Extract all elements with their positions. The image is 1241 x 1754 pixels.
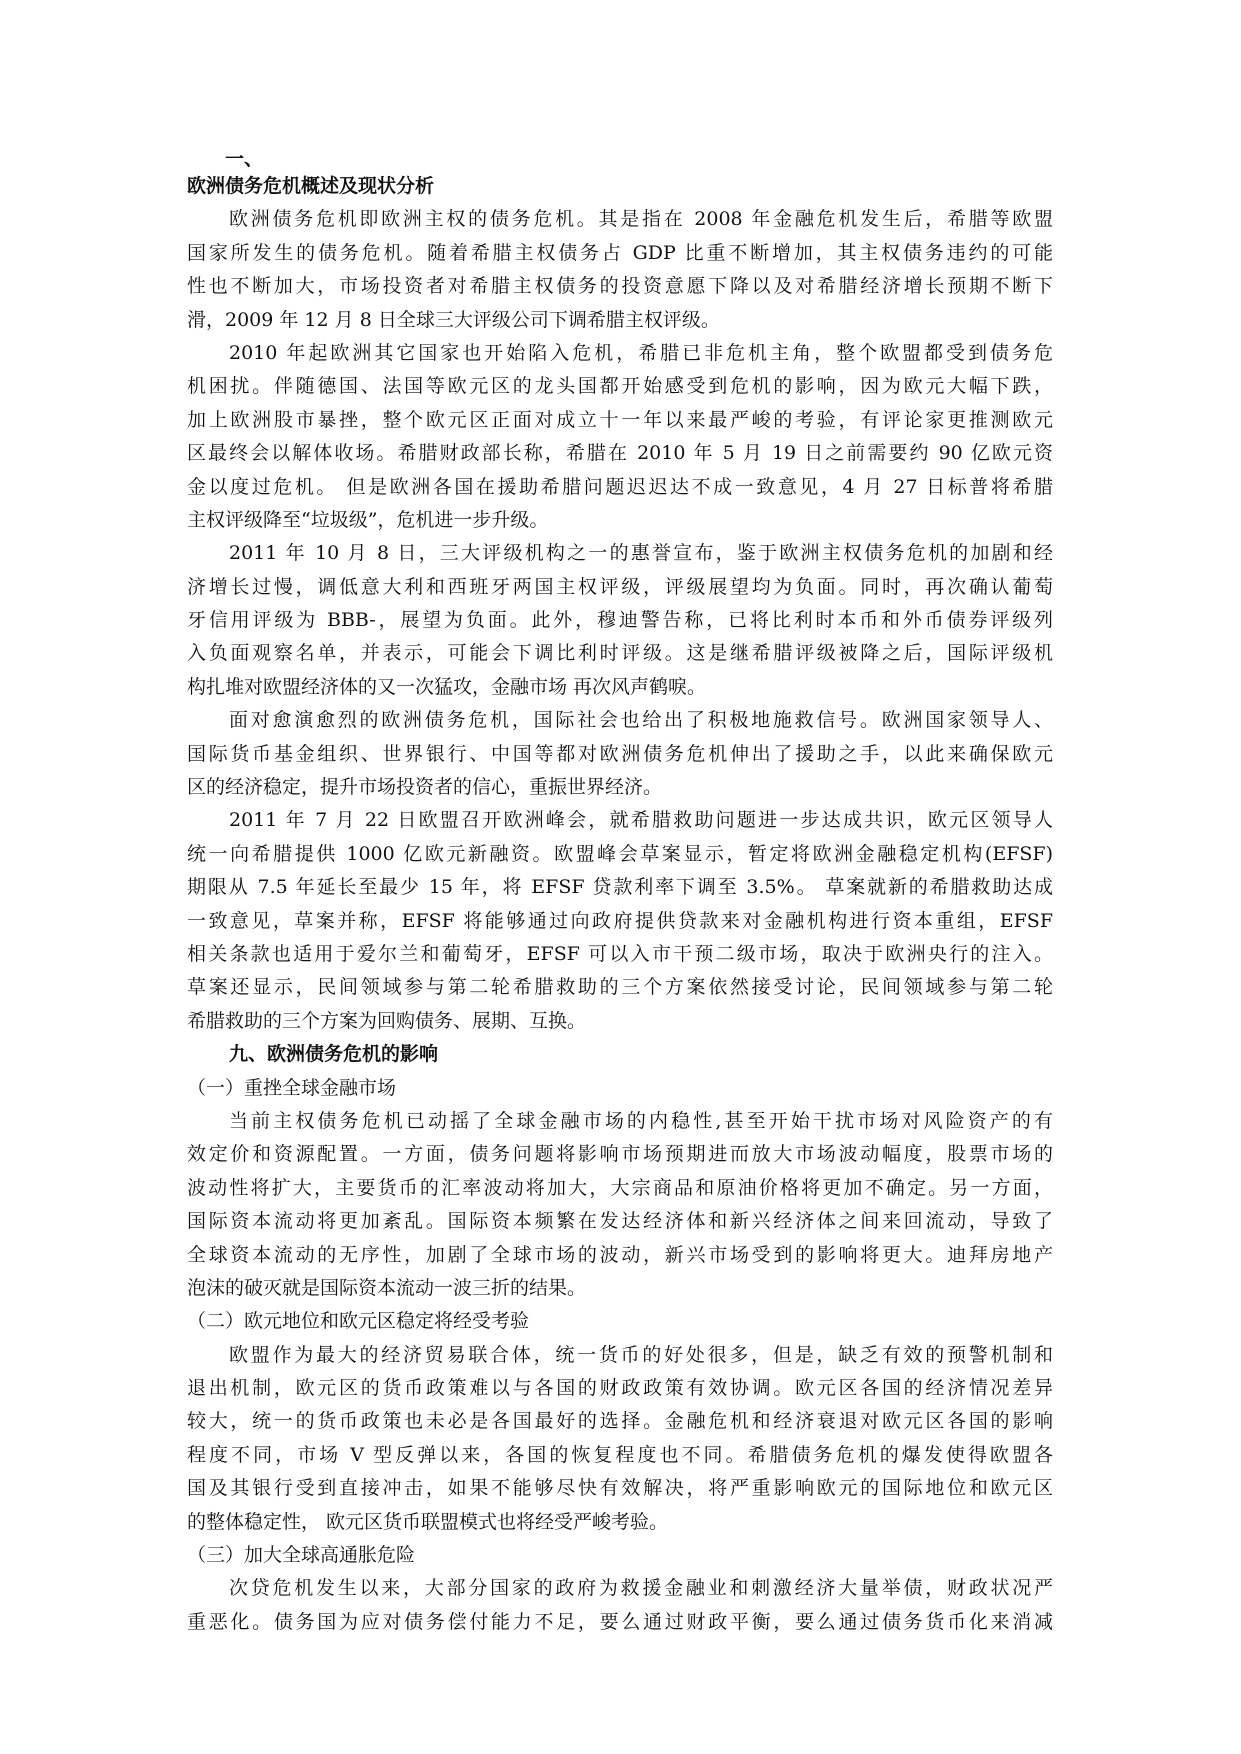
text-line: 区最终会以解体收场。希腊财政部长称，希腊在 2010 年 5 月 19 日之前需要约 90 亿欧元资 (187, 442, 1053, 465)
text-line: 国家所发生的债务危机。随着希腊主权债务占 GDP 比重不断增加，其主权债务违约的可能 (187, 241, 1053, 264)
text-line: 主权评级降至“垃圾级”，危机进一步升级。 (187, 508, 549, 531)
text-line: 构扎堆对欧盟经济体的又一次猛攻，金融市场 再次风声鹤唳。 (187, 675, 707, 698)
text-line: 金以度过危机。 但是欧洲各国在援助希腊问题迟迟达不成一致意见，4 月 27 日标普将希腊 (187, 475, 1053, 498)
paragraph-5 (187, 804, 1053, 1038)
document-page (187, 148, 1053, 1639)
text-line: 面对愈演愈烈的欧洲债务危机，国际社会也给出了积极地施救信号。欧洲国家领导人、 (229, 709, 1053, 732)
text-line: 草案还显示，民间领域参与第二轮希腊救助的三个方案依然接受讨论，民间领域参与第二轮 (187, 976, 1053, 999)
text-line: 程度不同，市场 V 型反弹以来，各国的恢复程度也不同。希腊债务危机的爆发使得欧盟各 (187, 1443, 1053, 1466)
text-line: 泡沫的破灭就是国际资本流动一波三折的结果。 (187, 1276, 587, 1299)
text-line: 欧洲债务危机即欧洲主权的债务危机。其是指在 2008 年金融危机发生后，希腊等欧盟 (229, 208, 1053, 231)
text-line: 2010 年起欧洲其它国家也开始陷入危机，希腊已非危机主角，整个欧盟都受到债务危 (229, 341, 1053, 364)
heading-title: 欧洲债务危机概述及现状分析 (187, 175, 435, 197)
text-line: 2011 年 10 月 8 日，三大评级机构之一的惠誉宣布，鉴于欧洲主权债务危机的加剧和经 (229, 542, 1053, 565)
subsection-1-body (187, 1105, 1053, 1305)
paragraph-4 (187, 704, 1053, 804)
text-line: 国及其银行受到直接冲击，如果不能够尽快有效解决，将严重影响欧元的国际地位和欧元区 (187, 1477, 1053, 1500)
text-line: 国际资本流动将更加紊乱。国际资本频繁在发达经济体和新兴经济体之间来回流动，导致了 (187, 1210, 1053, 1233)
text-line: 相关条款也适用于爱尔兰和葡萄牙，EFSF 可以入市干预二级市场，取决于欧洲央行的注入。 (187, 942, 1053, 965)
subsection-3-body (187, 1572, 1053, 1639)
paragraph-3 (187, 537, 1053, 704)
text-line: 希腊救助的三个方案为回购债务、展期、互换。 (187, 1009, 587, 1032)
subsection-2-body (187, 1339, 1053, 1539)
text-line: 全球资本流动的无序性，加剧了全球市场的波动，新兴市场受到的影响将更大。迪拜房地产 (187, 1243, 1053, 1266)
subsection-1-title: （一）重挫全球金融市场 (187, 1076, 397, 1099)
paragraph-2 (187, 337, 1053, 537)
text-line: 性也不断加大，市场投资者对希腊主权债务的投资意愿下降以及对希腊经济增长预期不断下 (187, 275, 1053, 298)
subsection-3-title: （三）加大全球高通胀危险 (187, 1544, 416, 1567)
text-line: 2011 年 7 月 22 日欧盟召开欧洲峰会，就希腊救助问题进一步达成共识，欧元区领导人 (229, 809, 1053, 832)
heading-number: 一、 (225, 148, 264, 170)
text-line: 国际货币基金组织、世界银行、中国等都对欧洲债务危机伸出了援助之手，以此来确保欧元 (187, 742, 1053, 765)
text-line: 重恶化。债务国为应对债务偿付能力不足，要么通过财政平衡，要么通过债务货币化来消减 (187, 1610, 1053, 1633)
text-line: 机困扰。伴随德国、法国等欧元区的龙头国都开始感受到危机的影响，因为欧元大幅下跌， (187, 375, 1053, 398)
text-line: 一致意见，草案并称，EFSF 将能够通过向政府提供贷款来对金融机构进行资本重组，EFSF (187, 909, 1053, 932)
text-line: 入负面观察名单，并表示，可能会下调比利时评级。这是继希腊评级被降之后，国际评级机 (187, 642, 1053, 665)
text-line: 退出机制，欧元区的货币政策难以与各国的财政政策有效协调。欧元区各国的经济情况差异 (187, 1377, 1053, 1400)
text-line: 济增长过慢，调低意大利和西班牙两国主权评级，评级展望均为负面。同时，再次确认葡萄 (187, 575, 1053, 598)
text-line: 的整体稳定性， 欧元区货币联盟模式也将经受严峻考验。 (187, 1510, 669, 1533)
text-line: 牙信用评级为 BBB-，展望为负面。此外，穆迪警告称，已将比利时本币和外币债券评级列 (187, 609, 1053, 632)
text-line: 期限从 7.5 年延长至最少 15 年，将 EFSF 贷款利率下调至 3.5%。 草案就新的希腊救助达成 (187, 876, 1053, 899)
text-line: 效定价和资源配置。一方面，债务问题将影响市场预期进而放大市场波动幅度，股票市场的 (187, 1143, 1053, 1166)
text-line: 加上欧洲股市暴挫，整个欧元区正面对成立十一年以来最严峻的考验，有评论家更推测欧元 (187, 408, 1053, 431)
paragraph-1 (187, 203, 1053, 337)
text-line: 波动性将扩大，主要货币的汇率波动将加大，大宗商品和原油价格将更加不确定。另一方面， (187, 1176, 1053, 1199)
text-line: 滑，2009 年 12 月 8 日全球三大评级公司下调希腊主权评级。 (187, 308, 720, 331)
text-line: 当前主权债务危机已动摇了全球金融市场的内稳性,甚至开始干扰市场对风险资产的有 (229, 1109, 1053, 1132)
subsection-2-title: （二）欧元地位和欧元区稳定将经受考验 (187, 1310, 530, 1333)
text-line: 统一向希腊提供 1000 亿欧元新融资。欧盟峰会草案显示，暂定将欧洲金融稳定机构(EFSF) (187, 842, 1053, 865)
text-line: 较大，统一的货币政策也未必是各国最好的选择。金融危机和经济衰退对欧元区各国的影响 (187, 1410, 1053, 1433)
section-9-title: 九、欧洲债务危机的影响 (229, 1043, 439, 1066)
text-line: 区的经济稳定，提升市场投资者的信心，重振世界经济。 (187, 776, 663, 799)
text-line: 次贷危机发生以来，大部分国家的政府为救援金融业和刺激经济大量举债，财政状况严 (229, 1577, 1053, 1600)
text-line: 欧盟作为最大的经济贸易联合体，统一货币的好处很多，但是，缺乏有效的预警机制和 (229, 1343, 1053, 1366)
